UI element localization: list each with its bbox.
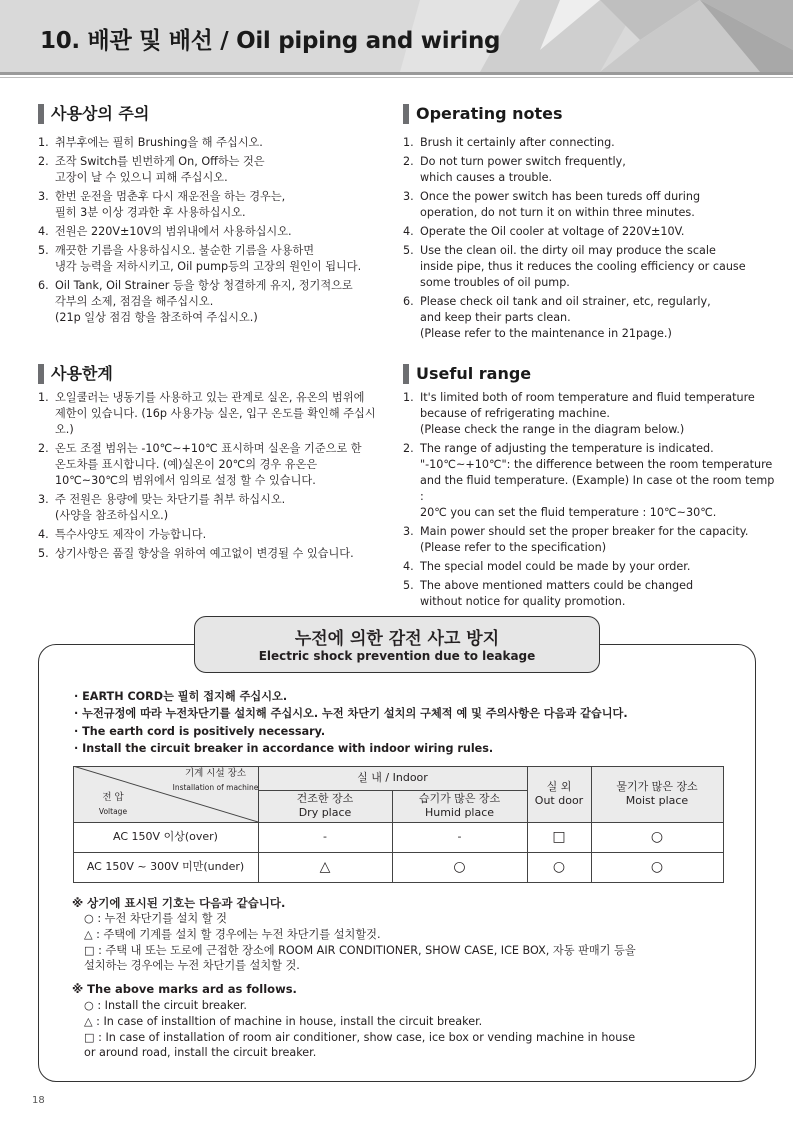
bullet-earth-ko: · EARTH CORD는 필히 접지해 주십시오. <box>74 690 288 703</box>
list-item <box>38 135 388 151</box>
list-item-number: 4. <box>38 528 49 541</box>
bullet-breaker-en: · Install the circuit breaker in accordance with indoor wiring rules. <box>74 742 494 755</box>
list-item <box>403 189 773 221</box>
page-title: 10. 배관 및 배선 / Oil piping and wiring <box>40 28 501 54</box>
list-item-number: 5. <box>38 547 49 560</box>
list-item-text: 특수사양도 제작이 가능합니다. <box>55 528 207 541</box>
row1-humid: - <box>457 830 462 843</box>
list-item-text: Please check oil tank and oil strainer, etc, regularly, and keep their parts clean. (Please refer to the maintenance in 21page.) <box>420 295 711 340</box>
header-outdoor: 실 외 Out door <box>534 780 584 807</box>
marks-en-title: ※ The above marks ard as follows. <box>72 982 297 996</box>
marks-en-square: □ : In case of installation of room air conditioner, show case, ice box or vending machine in house or around road, install the circuit breaker. <box>84 1031 636 1059</box>
bullet-breaker-ko: · 누전규정에 따라 누전차단기를 설치해 주십시오. 누전 차단기 설치의 구체적 예 및 주의사항은 다음과 같습니다. <box>74 707 628 720</box>
list-item-number: 6. <box>38 279 49 292</box>
list-item-text: 조작 Switch를 빈번하게 On, Off하는 것은 고장이 날 수 있으니 피해 주십시오. <box>55 155 265 184</box>
marks-ko-triangle: △ : 주택에 기계를 설치 할 경우에는 누전 차단기를 설치할것. <box>84 928 381 941</box>
bullet-earth-en: · The earth cord is positively necessary. <box>74 725 326 738</box>
list-item-text: The range of adjusting the temperature is indicated. "-10℃~+10℃": the difference between the room temperature and the fluid temperature. (Example) In case ot the room temp : 20℃ you can set the fluid temperature : 10℃~30℃. <box>420 442 775 519</box>
list-item <box>38 278 388 326</box>
section-title-ko-range: 사용한계 <box>38 363 113 385</box>
list-item-number: 3. <box>38 190 49 203</box>
row2-dry: △ <box>319 859 331 875</box>
list-item-number: 6. <box>403 295 414 308</box>
marks-ko-square: □ : 주택 내 또는 도로에 근접한 장소에 ROOM AIR CONDITIONER, SHOW CASE, ICE BOX, 자동 판매기 등을 설치하는 경우에는 누전 차단기를 설치할 것. <box>84 944 636 972</box>
list-item-text: Brush it certainly after connecting. <box>420 136 615 149</box>
list-item <box>403 441 778 521</box>
header-dry-place: 건조한 장소 Dry place <box>296 792 354 819</box>
en-notes-list <box>403 135 773 345</box>
list-item-number: 1. <box>403 391 414 404</box>
warning-title-ko: 누전에 의한 감전 사고 방지 <box>294 629 500 649</box>
row2-voltage: AC 150V ~ 300V 미만(under) <box>86 860 245 873</box>
list-item-text: It's limited both of room temperature and fluid temperature because of refrigerating machine. (Please check the range in the diagram below.) <box>420 391 755 436</box>
list-item-number: 4. <box>38 225 49 238</box>
list-item <box>403 154 773 186</box>
list-item-number: 3. <box>403 190 414 203</box>
section-title-en-notes: Operating notes <box>403 103 563 125</box>
list-item-text: The above mentioned matters could be changed without notice for quality promotion. <box>420 579 694 608</box>
section-title-en-range: Useful range <box>403 363 531 385</box>
marks-ko-circle: ○ : 누전 차단기를 설치 할 것 <box>84 912 227 925</box>
row1-voltage: AC 150V 이상(over) <box>113 830 218 843</box>
list-item <box>38 527 393 543</box>
ko-range-list <box>38 390 393 565</box>
list-item-number: 4. <box>403 225 414 238</box>
list-item-text: Once the power switch has been tureds off during operation, do not turn it on within three minutes. <box>420 190 701 219</box>
list-item-text: Oil Tank, Oil Strainer 등을 항상 청결하게 유지, 정기적으로 각부의 소제, 점검을 해주십시오. (21p 일상 점검 항을 참조하여 주십시오.) <box>55 279 353 324</box>
list-item <box>38 189 388 221</box>
header-indoor: 실 내 / Indoor <box>357 771 428 784</box>
list-item <box>403 294 773 342</box>
corner-bottom-label: 전 압 Voltage <box>98 792 128 816</box>
list-item-number: 2. <box>38 155 49 168</box>
row1-outdoor: □ <box>552 829 566 845</box>
marks-en-triangle: △ : In case of installtion of machine in house, install the circuit breaker. <box>84 1015 483 1028</box>
en-range-list <box>403 390 778 613</box>
list-item-text: The special model could be made by your order. <box>420 560 691 573</box>
list-item-text: 주 전원은 용량에 맞는 차단기를 취부 하십시오. (사양을 참조하십시오.) <box>55 493 286 522</box>
list-item-number: 5. <box>403 579 414 592</box>
list-item-number: 2. <box>38 442 49 455</box>
list-item-number: 5. <box>403 244 414 257</box>
section-title-ko-notes: 사용상의 주의 <box>38 103 149 125</box>
marks-ko-title: ※ 상기에 표시된 기호는 다음과 같습니다. <box>72 896 286 910</box>
list-item-number: 3. <box>38 493 49 506</box>
list-item-text: 상기사항은 품질 향상을 위하여 예고없이 변경될 수 있습니다. <box>55 547 354 560</box>
list-item-text: Operate the Oil cooler at voltage of 220V±10V. <box>420 225 685 238</box>
warning-title <box>194 616 600 673</box>
header-moist-place: 물기가 많은 장소 Moist place <box>616 780 698 807</box>
list-item <box>38 390 393 438</box>
list-item <box>38 441 393 489</box>
list-item-text: 취부후에는 필히 Brushing을 해 주십시오. <box>55 136 263 149</box>
list-item-text: 전원은 220V±10V의 범위내에서 사용하십시오. <box>55 225 292 238</box>
list-item-number: 1. <box>38 136 49 149</box>
row2-outdoor: ○ <box>552 859 566 875</box>
list-item-text: Do not turn power switch frequently, which causes a trouble. <box>420 155 626 184</box>
row2-humid: ○ <box>453 859 466 875</box>
list-item-text: 한번 운전을 멈춘후 다시 재운전을 하는 경우는, 필히 3분 이상 경과한 후 사용하십시오. <box>55 190 286 219</box>
list-item-number: 5. <box>38 244 49 257</box>
list-item <box>403 578 778 610</box>
list-item <box>38 243 388 275</box>
corner-top-label: 기계 시설 장소 Installation of machine <box>172 768 259 792</box>
row1-moist: ○ <box>650 829 664 845</box>
row1-dry: - <box>323 830 327 843</box>
list-item-number: 2. <box>403 442 414 455</box>
page-number: 18 <box>32 1095 45 1106</box>
row2-moist: ○ <box>650 859 664 875</box>
list-item <box>38 492 393 524</box>
list-item-text: Use the clean oil. the dirty oil may produce the scale inside pipe, thus it reduces the cooling efficiency or cause some troubles of oil pump. <box>420 244 746 289</box>
list-item <box>403 559 778 575</box>
list-item-text: 깨끗한 기름을 사용하십시오. 불순한 기름을 사용하면 냉각 능력을 저하시키고, Oil pump등의 고장의 원인이 됩니다. <box>55 244 362 273</box>
marks-en-circle: ○ : Install the circuit breaker. <box>84 999 247 1012</box>
list-item-number: 4. <box>403 560 414 573</box>
list-item-number: 2. <box>403 155 414 168</box>
list-item <box>38 224 388 240</box>
list-item <box>403 390 778 438</box>
list-item <box>38 546 393 562</box>
list-item <box>403 243 773 291</box>
list-item <box>403 224 773 240</box>
list-item <box>403 135 773 151</box>
warning-title-en: Electric shock prevention due to leakage <box>258 649 536 663</box>
ko-notes-list <box>38 135 388 329</box>
list-item-number: 3. <box>403 525 414 538</box>
list-item-text: Main power should set the proper breaker for the capacity. (Please refer to the specification) <box>420 525 749 554</box>
list-item-text: 온도 조절 범위는 -10℃~+10℃ 표시하며 실온을 기준으로 한 온도차를 표시합니다. (예)실온이 20℃의 경우 유온은 10℃~30℃의 범위에서 임의로 설정 할 수 있습니다. <box>55 442 362 487</box>
list-item <box>403 524 778 556</box>
list-item-number: 1. <box>38 391 49 404</box>
list-item <box>38 154 388 186</box>
list-item-text: 오일쿨러는 냉동기를 사용하고 있는 관계로 실온, 유온의 범위에 제한이 있습니다. (16p 사용가능 실온, 입구 온도를 확인해 주십시오.) <box>55 391 376 436</box>
list-item-number: 1. <box>403 136 414 149</box>
page-header <box>0 0 793 80</box>
header-humid-place: 습기가 많은 장소 Humid place <box>418 792 501 819</box>
breaker-table <box>73 766 724 883</box>
